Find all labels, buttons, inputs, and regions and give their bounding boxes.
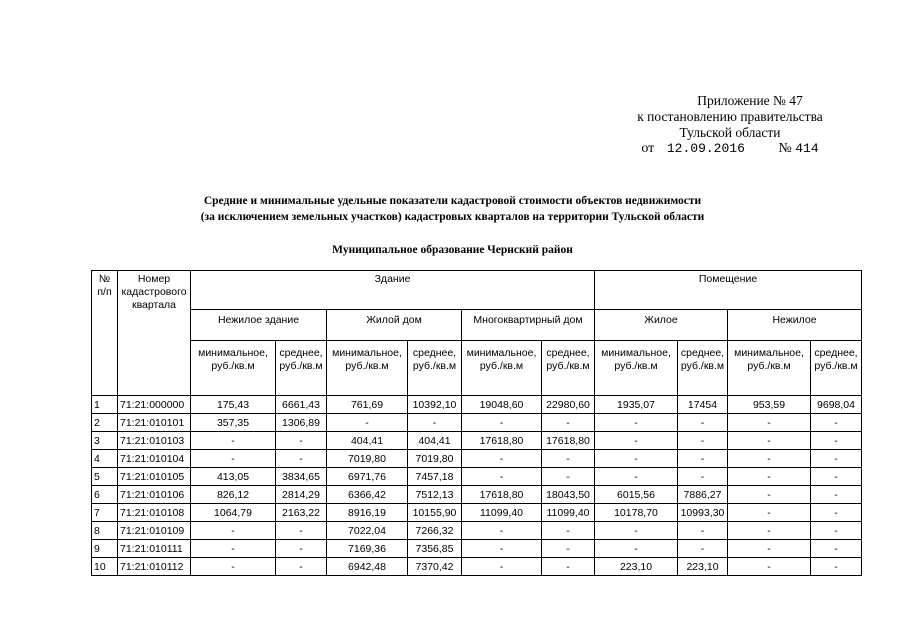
value-cell: - [728, 414, 811, 432]
value-cell: 17618,80 [462, 486, 542, 504]
value-cell: - [595, 468, 678, 486]
value-cell: 953,59 [728, 396, 811, 414]
value-cell: - [191, 450, 276, 468]
row-number: 2 [92, 414, 118, 432]
table-row [92, 504, 862, 522]
table-row [92, 450, 862, 468]
value-cell: - [811, 504, 862, 522]
value-cell: 1935,07 [595, 396, 678, 414]
sub-apartment-building-header: Многоквартирный дом [462, 310, 595, 341]
value-cell: - [728, 486, 811, 504]
value-cell: - [811, 486, 862, 504]
value-cell: 223,10 [595, 558, 678, 576]
value-cell: - [191, 558, 276, 576]
value-cell: 175,43 [191, 396, 276, 414]
value-cell: - [811, 558, 862, 576]
value-cell: 22980,60 [542, 396, 595, 414]
value-cell: - [462, 468, 542, 486]
value-cell: - [542, 540, 595, 558]
cadastral-number: 71:21:010112 [118, 558, 191, 576]
value-cell: 7886,27 [678, 486, 728, 504]
sub-nonresidential-building-header: Нежилое здание [191, 310, 327, 341]
value-cell: - [191, 432, 276, 450]
value-cell: 7266,32 [408, 522, 462, 540]
value-cell: - [728, 558, 811, 576]
row-number: 6 [92, 486, 118, 504]
value-cell: 2163,22 [276, 504, 327, 522]
value-cell: - [728, 522, 811, 540]
value-cell: 404,41 [327, 432, 408, 450]
value-cell: - [728, 468, 811, 486]
value-cell: - [276, 558, 327, 576]
row-number: 4 [92, 450, 118, 468]
group-building-header: Здание [191, 271, 595, 310]
appendix-region: Тульской области [679, 125, 781, 140]
value-cell: - [542, 450, 595, 468]
row-number: 8 [92, 522, 118, 540]
resolution-date: 12.09.2016 [666, 141, 745, 156]
row-number: 1 [92, 396, 118, 414]
table-row [92, 486, 862, 504]
value-cell: 826,12 [191, 486, 276, 504]
value-cell: - [191, 522, 276, 540]
value-cell: - [327, 414, 408, 432]
value-cell: 223,10 [678, 558, 728, 576]
value-cell: 404,41 [408, 432, 462, 450]
value-cell: - [595, 540, 678, 558]
value-cell: - [728, 540, 811, 558]
row-number: 5 [92, 468, 118, 486]
value-cell: 7356,85 [408, 540, 462, 558]
min-value-header: минимальное, руб./кв.м [462, 341, 542, 396]
min-value-header: минимальное, руб./кв.м [327, 341, 408, 396]
value-cell: - [728, 432, 811, 450]
value-cell: - [678, 432, 728, 450]
date-prefix: от [641, 141, 655, 156]
value-cell: 10392,10 [408, 396, 462, 414]
value-cell: - [678, 414, 728, 432]
value-cell: - [811, 522, 862, 540]
value-cell: - [408, 414, 462, 432]
value-cell: - [678, 540, 728, 558]
table-row [92, 396, 862, 414]
sub-residential-house-header: Жилой дом [327, 310, 462, 341]
min-value-header: минимальное, руб./кв.м [728, 341, 811, 396]
avg-value-header: среднее, руб./кв.м [276, 341, 327, 396]
value-cell: 8916,19 [327, 504, 408, 522]
value-cell: 357,35 [191, 414, 276, 432]
cadastral-number: 71:21:010106 [118, 486, 191, 504]
value-cell: 10178,70 [595, 504, 678, 522]
value-cell: 6971,76 [327, 468, 408, 486]
value-cell: - [462, 522, 542, 540]
cadastral-number: 71:21:010103 [118, 432, 191, 450]
value-cell: - [678, 450, 728, 468]
sub-residential-header: Жилое [595, 310, 728, 341]
value-cell: - [276, 522, 327, 540]
value-cell: 9698,04 [811, 396, 862, 414]
value-cell: 11099,40 [542, 504, 595, 522]
value-cell: 7512,13 [408, 486, 462, 504]
value-cell: - [542, 468, 595, 486]
number-prefix: № [778, 141, 792, 156]
value-cell: - [595, 522, 678, 540]
value-cell: - [462, 450, 542, 468]
value-cell: 6015,56 [595, 486, 678, 504]
col-number-header: № п/п [92, 271, 118, 396]
document-title-line2: (за исключением земельных участков) кадастровых кварталов на территории Тульской области [200, 211, 705, 223]
value-cell: - [595, 450, 678, 468]
value-cell: 761,69 [327, 396, 408, 414]
document-title-line1: Средние и минимальные удельные показатели кадастровой стоимости объектов недвижимости [203, 195, 702, 207]
col-kadastr-header: Номер кадастрового квартала [118, 271, 191, 396]
group-premises-header: Помещение [595, 271, 862, 310]
value-cell: - [811, 414, 862, 432]
value-cell: 7370,42 [408, 558, 462, 576]
value-cell: - [542, 558, 595, 576]
value-cell: 7022,04 [327, 522, 408, 540]
table-row [92, 522, 862, 540]
min-value-header: минимальное, руб./кв.м [595, 341, 678, 396]
cadastral-number: 71:21:010109 [118, 522, 191, 540]
row-number: 10 [92, 558, 118, 576]
min-value-header: минимальное, руб./кв.м [191, 341, 276, 396]
value-cell: - [811, 432, 862, 450]
value-cell: 6366,42 [327, 486, 408, 504]
value-cell: 19048,60 [462, 396, 542, 414]
value-cell: 2814,29 [276, 486, 327, 504]
value-cell: - [595, 432, 678, 450]
value-cell: - [276, 540, 327, 558]
appendix-block [600, 93, 860, 157]
cadastral-number: 71:21:010108 [118, 504, 191, 522]
appendix-resolution: к постановлению правительства [637, 109, 823, 124]
value-cell: 7019,80 [327, 450, 408, 468]
value-cell: - [811, 450, 862, 468]
appendix-title: Приложение № 47 [697, 93, 803, 108]
value-cell: 1064,79 [191, 504, 276, 522]
municipality-title: Муниципальное образование Чернский район [332, 244, 573, 256]
value-cell: 1306,89 [276, 414, 327, 432]
row-number: 7 [92, 504, 118, 522]
table-row [92, 540, 862, 558]
value-cell: - [191, 540, 276, 558]
value-cell: - [728, 504, 811, 522]
cadastral-value-table [91, 270, 862, 576]
value-cell: - [542, 522, 595, 540]
value-cell: 17618,80 [462, 432, 542, 450]
value-cell: 3834,65 [276, 468, 327, 486]
value-cell: 11099,40 [462, 504, 542, 522]
value-cell: 18043,50 [542, 486, 595, 504]
value-cell: - [276, 432, 327, 450]
avg-value-header: среднее, руб./кв.м [811, 341, 862, 396]
value-cell: - [276, 450, 327, 468]
value-cell: - [678, 468, 728, 486]
row-number: 3 [92, 432, 118, 450]
value-cell: 17618,80 [542, 432, 595, 450]
table-row [92, 432, 862, 450]
sub-nonresidential-header: Нежилое [728, 310, 862, 341]
table-row [92, 558, 862, 576]
avg-value-header: среднее, руб./кв.м [678, 341, 728, 396]
value-cell: - [811, 468, 862, 486]
resolution-number: 414 [795, 141, 819, 156]
table-row [92, 468, 862, 486]
cadastral-number: 71:21:010104 [118, 450, 191, 468]
value-cell: - [542, 414, 595, 432]
avg-value-header: среднее, руб./кв.м [408, 341, 462, 396]
value-cell: 7019,80 [408, 450, 462, 468]
value-cell: 17454 [678, 396, 728, 414]
cadastral-number: 71:21:010105 [118, 468, 191, 486]
value-cell: - [728, 450, 811, 468]
cadastral-number: 71:21:000000 [118, 396, 191, 414]
value-cell: - [678, 522, 728, 540]
row-number: 9 [92, 540, 118, 558]
table-row [92, 414, 862, 432]
value-cell: 413,05 [191, 468, 276, 486]
value-cell: 10993,30 [678, 504, 728, 522]
value-cell: 7169,36 [327, 540, 408, 558]
value-cell: 6661,43 [276, 396, 327, 414]
cadastral-number: 71:21:010101 [118, 414, 191, 432]
value-cell: 6942,48 [327, 558, 408, 576]
value-cell: 10155,90 [408, 504, 462, 522]
value-cell: - [462, 558, 542, 576]
value-cell: 7457,18 [408, 468, 462, 486]
value-cell: - [462, 540, 542, 558]
avg-value-header: среднее, руб./кв.м [542, 341, 595, 396]
value-cell: - [811, 540, 862, 558]
value-cell: - [595, 414, 678, 432]
appendix-date-line [600, 141, 860, 157]
cadastral-number: 71:21:010111 [118, 540, 191, 558]
value-cell: - [462, 414, 542, 432]
